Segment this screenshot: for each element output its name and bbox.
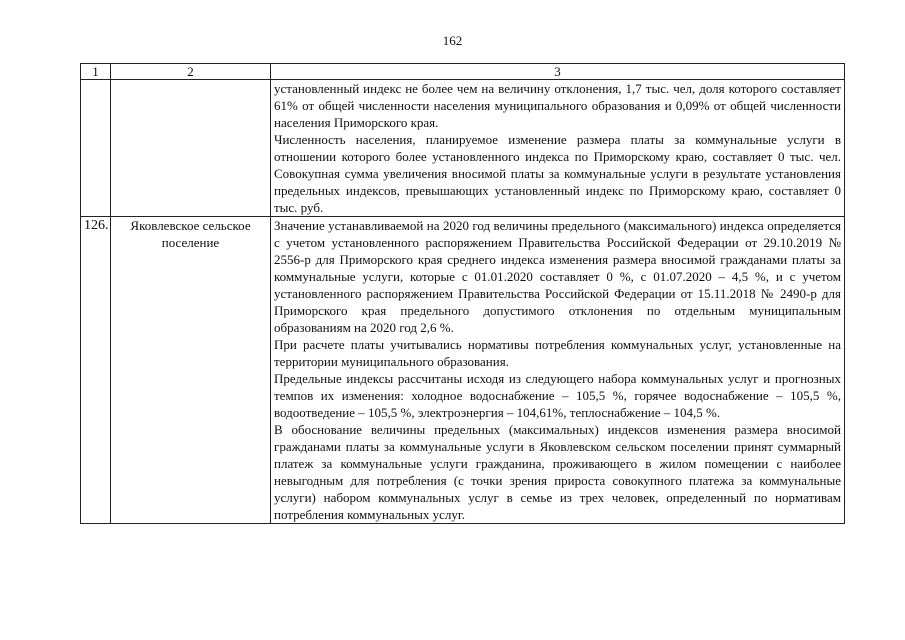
- row-description: [271, 217, 845, 524]
- description-paragraph: В обоснование величины предельных (максимальных) индексов изменения размера вносимой гражданами платы за коммунальные услуги в Яковлевском сельском поселении принят суммарный платеж за коммунальные услуги гражданина, проживающего в жилом помещении с наиболее невыгодным для потребления (с точки зрения прироста совокупного платежа за коммунальные услуги) набором коммунальных услуг в семье из трех человек, определенный по нормативам потребления коммунальных услуг.: [274, 422, 841, 522]
- description-paragraph: Значение устанавливаемой на 2020 год величины предельного (максимального) индекса определяется с учетом установленного распоряжением Правительства Российской Федерации от 29.10.2019 № 2556-р для Приморского края среднего индекса изменения размера вносимой гражданами платы за коммунальные услуги, которые с 01.01.2020 составляет 0 %, с 01.07.2020 – 4,5 %, и с учетом установленного распоряжением Правительства Российской Федерации от 15.11.2018 № 2490-р для Приморского края предельного допустимого отклонения по отдельным муниципальным образованиям на 2020 год 2,6 %.: [274, 218, 841, 335]
- municipality-name: [111, 80, 271, 217]
- table-row: [81, 217, 845, 524]
- description-paragraph: Численность населения, планируемое изменение размера платы за коммунальные услуги в отношении которого более установленного индекса по Приморскому краю, составляет 0 тыс. чел. Совокупная сумма увеличения вносимой платы за коммунальные услуги в результате установления предельных индексов, превышающих установленный индекс по Приморскому краю, составляет 0 тыс. руб.: [274, 132, 841, 215]
- row-number: 126.: [81, 217, 111, 524]
- tariff-index-table: [80, 63, 845, 524]
- column-header-3: 3: [271, 64, 845, 80]
- column-header-1: 1: [81, 64, 111, 80]
- table-header-row: [81, 64, 845, 80]
- row-description: [271, 80, 845, 217]
- column-header-2: 2: [111, 64, 271, 80]
- table-row: [81, 80, 845, 217]
- row-number: [81, 80, 111, 217]
- description-paragraph: При расчете платы учитывались нормативы потребления коммунальных услуг, установленные на территории муниципального образования.: [274, 337, 841, 369]
- description-paragraph: Предельные индексы рассчитаны исходя из следующего набора коммунальных услуг и прогнозных темпов их изменения: холодное водоснабжение – 105,5 %, горячее водоснабжение – 105,5 %, водоотведение – 105,5 %, электроэнергия – 104,61%, теплоснабжение – 104,5 %.: [274, 371, 841, 420]
- page-number: 162: [442, 33, 463, 48]
- municipality-name: Яковлевское сельское поселение: [111, 217, 271, 524]
- description-paragraph: установленный индекс не более чем на величину отклонения, 1,7 тыс. чел, доля которого составляет 61% от общей численности населения муниципального образования и 0,09% от общей численности населения Приморского края.: [274, 81, 841, 130]
